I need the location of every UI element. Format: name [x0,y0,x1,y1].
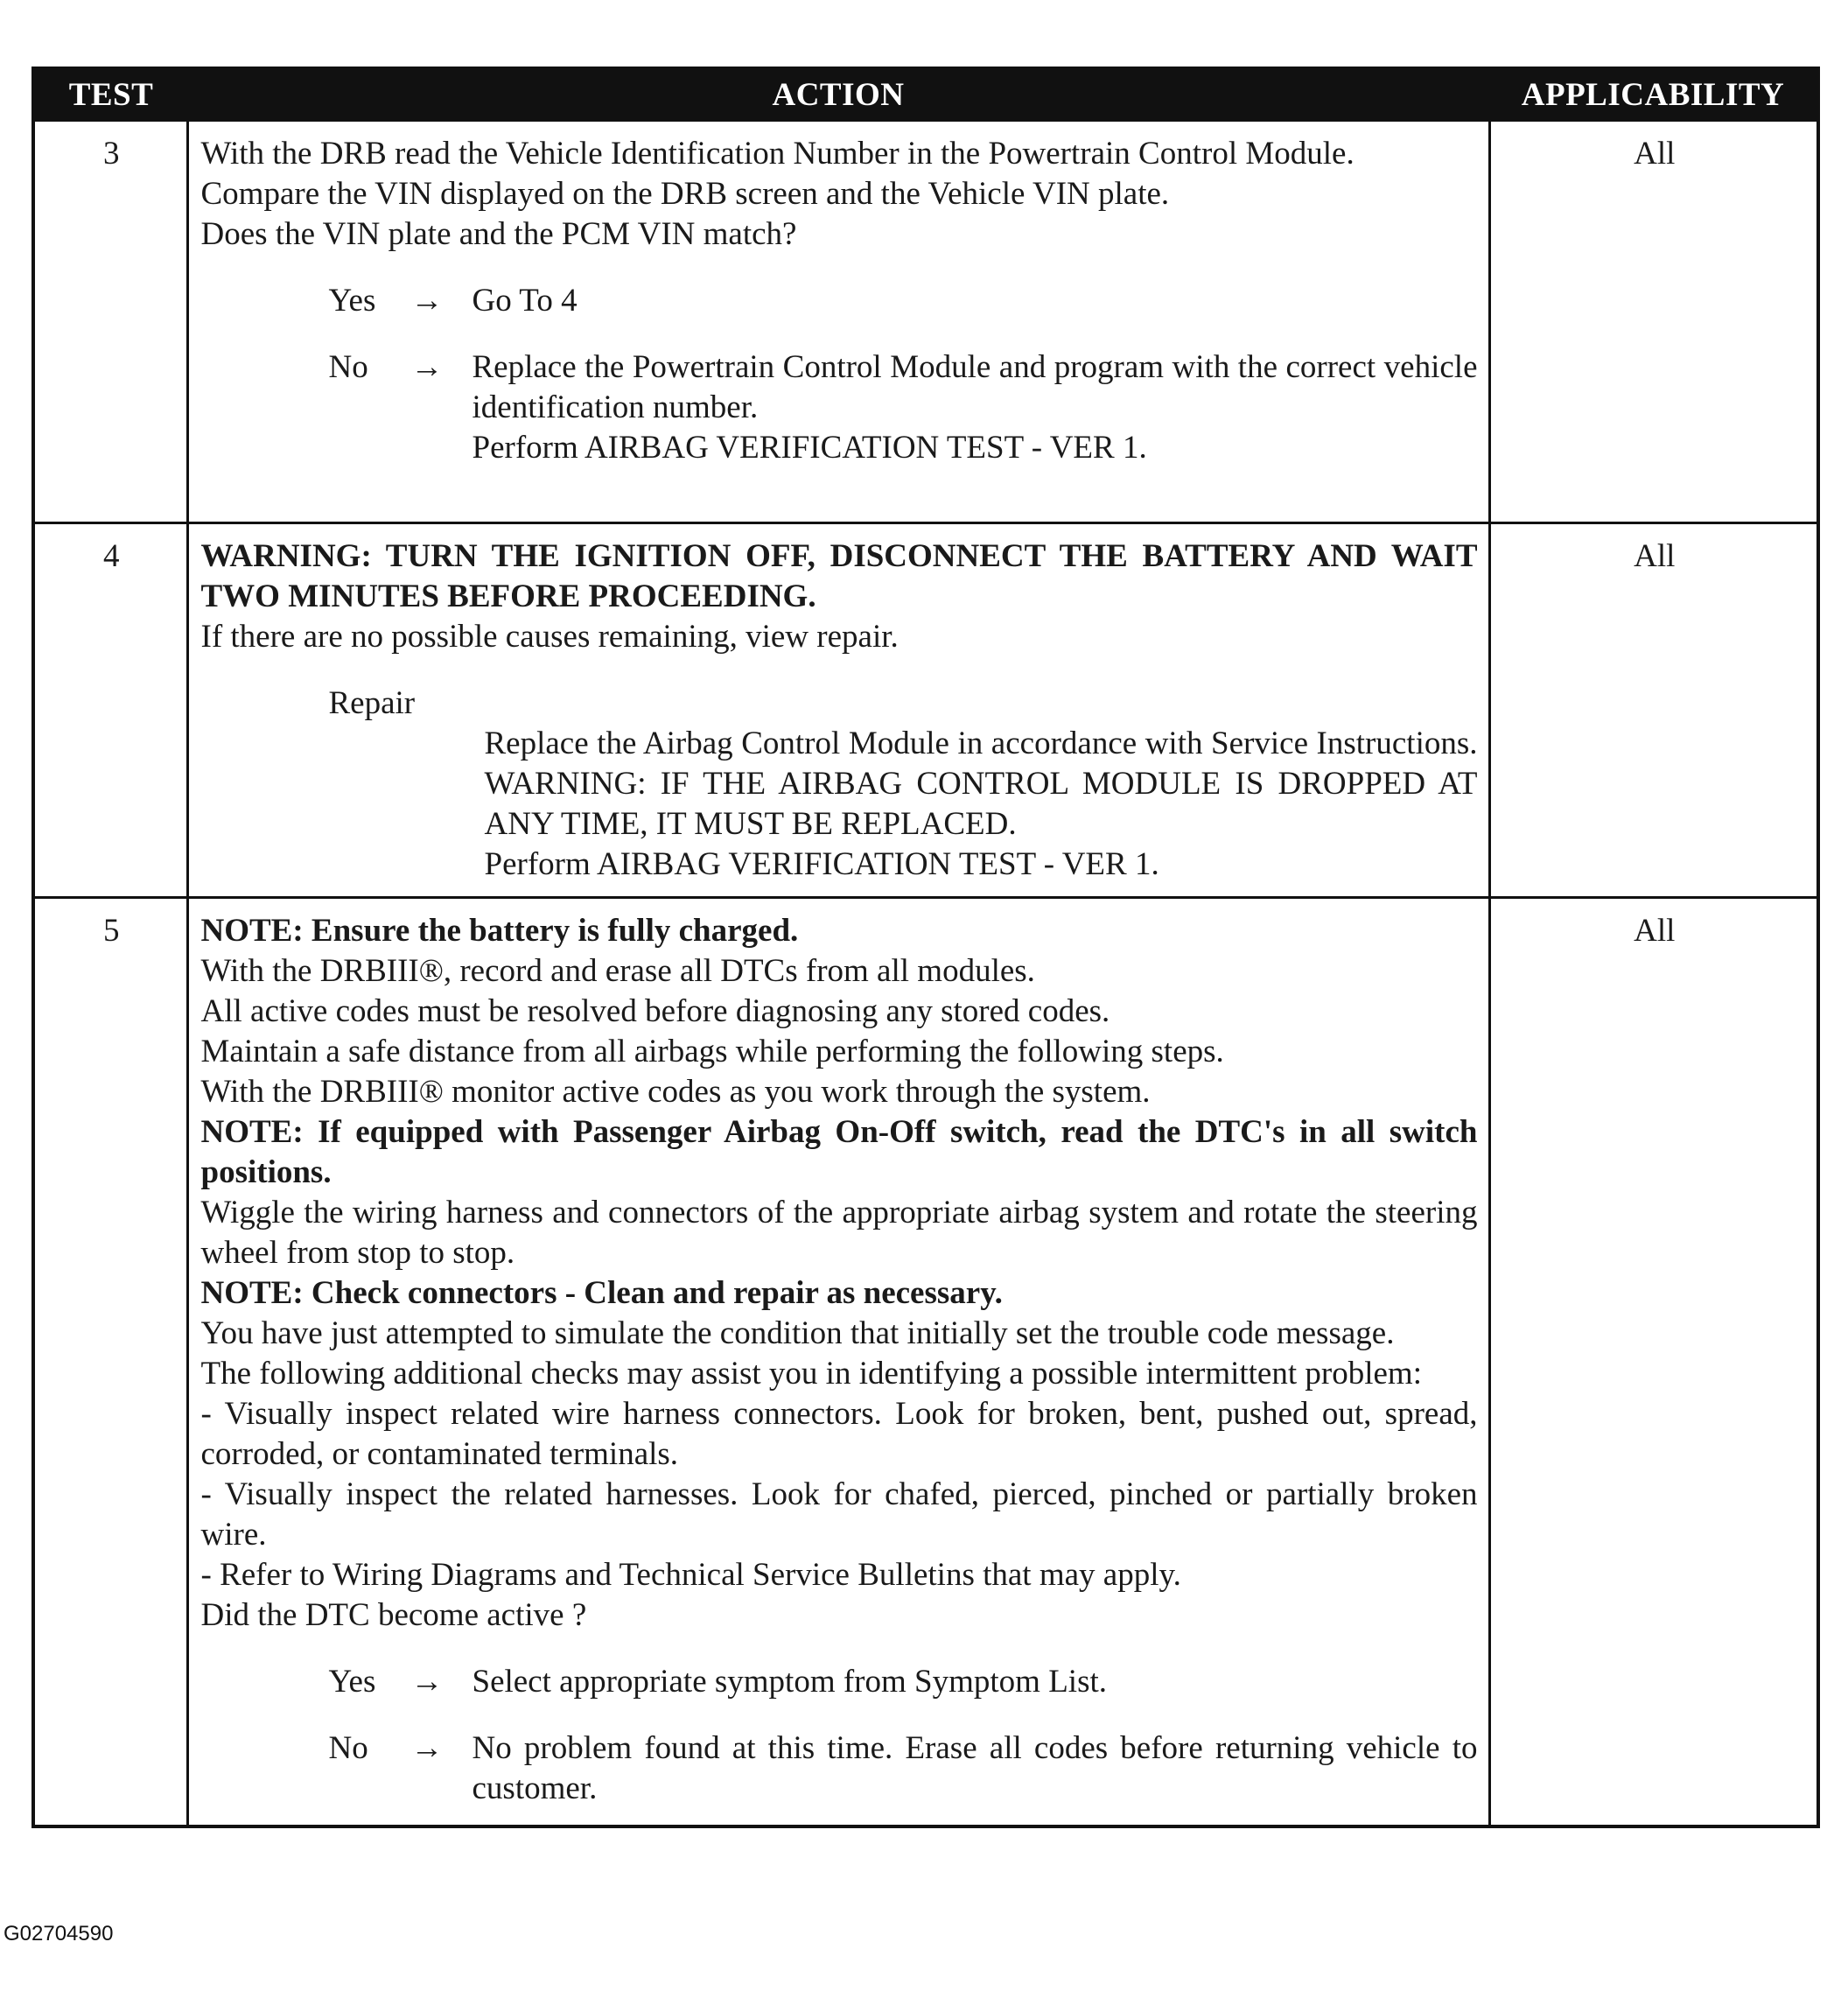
yes-result: Select appropriate symptom from Symptom List. [472,1664,1108,1700]
figure-id: G02704590 [4,1922,114,1945]
no-result: No problem found at this time. Erase all codes before returning vehicle to customer. [472,1730,1478,1806]
yes-result: Go To 4 [472,283,578,319]
action-line: You have just attempted to simulate the condition that initially set the trouble code message. [200,1315,1395,1351]
table-row [33,523,1818,898]
right-arrow-icon: → [410,283,444,319]
yes-branch [201,281,1478,321]
action-line: Wiggle the wiring harness and connectors of the appropriate airbag system and rotate the steering wheel from stop to stop. [200,1195,1478,1271]
action-line: With the DRB read the Vehicle Identification Number in the Powertrain Control Module. [200,136,1354,172]
test-number: 4 [33,523,187,898]
yes-label: Yes [328,283,376,319]
action-line: Did the DTC become active ? [200,1597,587,1633]
table-row [33,898,1818,1827]
no-result-line: Perform AIRBAG VERIFICATION TEST - VER 1. [472,430,1147,466]
header-applicability: APPLICABILITY [1489,68,1818,121]
no-label: No [328,349,368,385]
header-action: ACTION [187,68,1489,121]
repair-label: Repair [328,685,416,721]
action-cell [187,121,1489,523]
action-cell [187,523,1489,898]
action-line: - Refer to Wiring Diagrams and Technical Service Bulletins that may apply. [200,1557,1181,1593]
note-text: NOTE: Ensure the battery is fully charged. [200,913,799,949]
action-line: If there are no possible causes remaining, view repair. [200,619,899,655]
header-test: TEST [33,68,187,121]
no-branch [201,347,1478,468]
applicability-cell: All [1489,898,1818,1827]
repair-line: Perform AIRBAG VERIFICATION TEST - VER 1. [484,846,1159,882]
test-number: 3 [33,121,187,523]
test-number: 5 [33,898,187,1827]
action-line: Compare the VIN displayed on the DRB screen and the Vehicle VIN plate. [200,176,1170,212]
action-line: Does the VIN plate and the PCM VIN match? [200,216,797,252]
action-line: Maintain a safe distance from all airbags while performing the following steps. [200,1034,1224,1069]
action-cell [187,898,1489,1827]
repair-line: Replace the Airbag Control Module in accordance with Service Instructions. WARNING: IF THE AIRBAG CONTROL MODULE IS DROPPED AT ANY TIME, IT MUST BE REPLACED. [484,726,1478,842]
action-line: - Visually inspect the related harnesses. Look for chafed, pierced, pinched or partially broken wire. [200,1476,1478,1553]
action-line: With the DRBIII®, record and erase all DTCs from all modules. [200,953,1035,989]
right-arrow-icon: → [410,1730,444,1766]
procedure-table [32,67,1820,1828]
yes-label: Yes [328,1664,376,1700]
no-branch [201,1728,1478,1809]
action-line: - Visually inspect related wire harness connectors. Look for broken, bent, pushed out, spread, corroded, or contaminated terminals. [200,1396,1478,1472]
action-line: All active codes must be resolved before diagnosing any stored codes. [200,993,1110,1029]
warning-text: WARNING: TURN THE IGNITION OFF, DISCONNECT THE BATTERY AND WAIT TWO MINUTES BEFORE PROCEEDING. [200,538,1478,614]
table-row [33,121,1818,523]
yes-branch [201,1662,1478,1702]
note-text: NOTE: Check connectors - Clean and repair as necessary. [200,1275,1003,1311]
header-row [33,68,1818,121]
applicability-cell: All [1489,121,1818,523]
right-arrow-icon: → [410,1664,444,1700]
no-label: No [328,1730,368,1766]
action-line: With the DRBIII® monitor active codes as you work through the system. [200,1074,1151,1110]
procedure-table-container [32,67,1816,1828]
repair-text [485,724,1478,885]
action-line: The following additional checks may assist you in identifying a possible intermittent problem: [200,1356,1422,1392]
no-result-line: Replace the Powertrain Control Module and program with the correct vehicle identification number. [472,349,1478,425]
no-result [472,347,1478,468]
applicability-cell: All [1489,523,1818,898]
note-text: NOTE: If equipped with Passenger Airbag On-Off switch, read the DTC's in all switch positions. [200,1114,1478,1190]
right-arrow-icon: → [410,349,444,385]
